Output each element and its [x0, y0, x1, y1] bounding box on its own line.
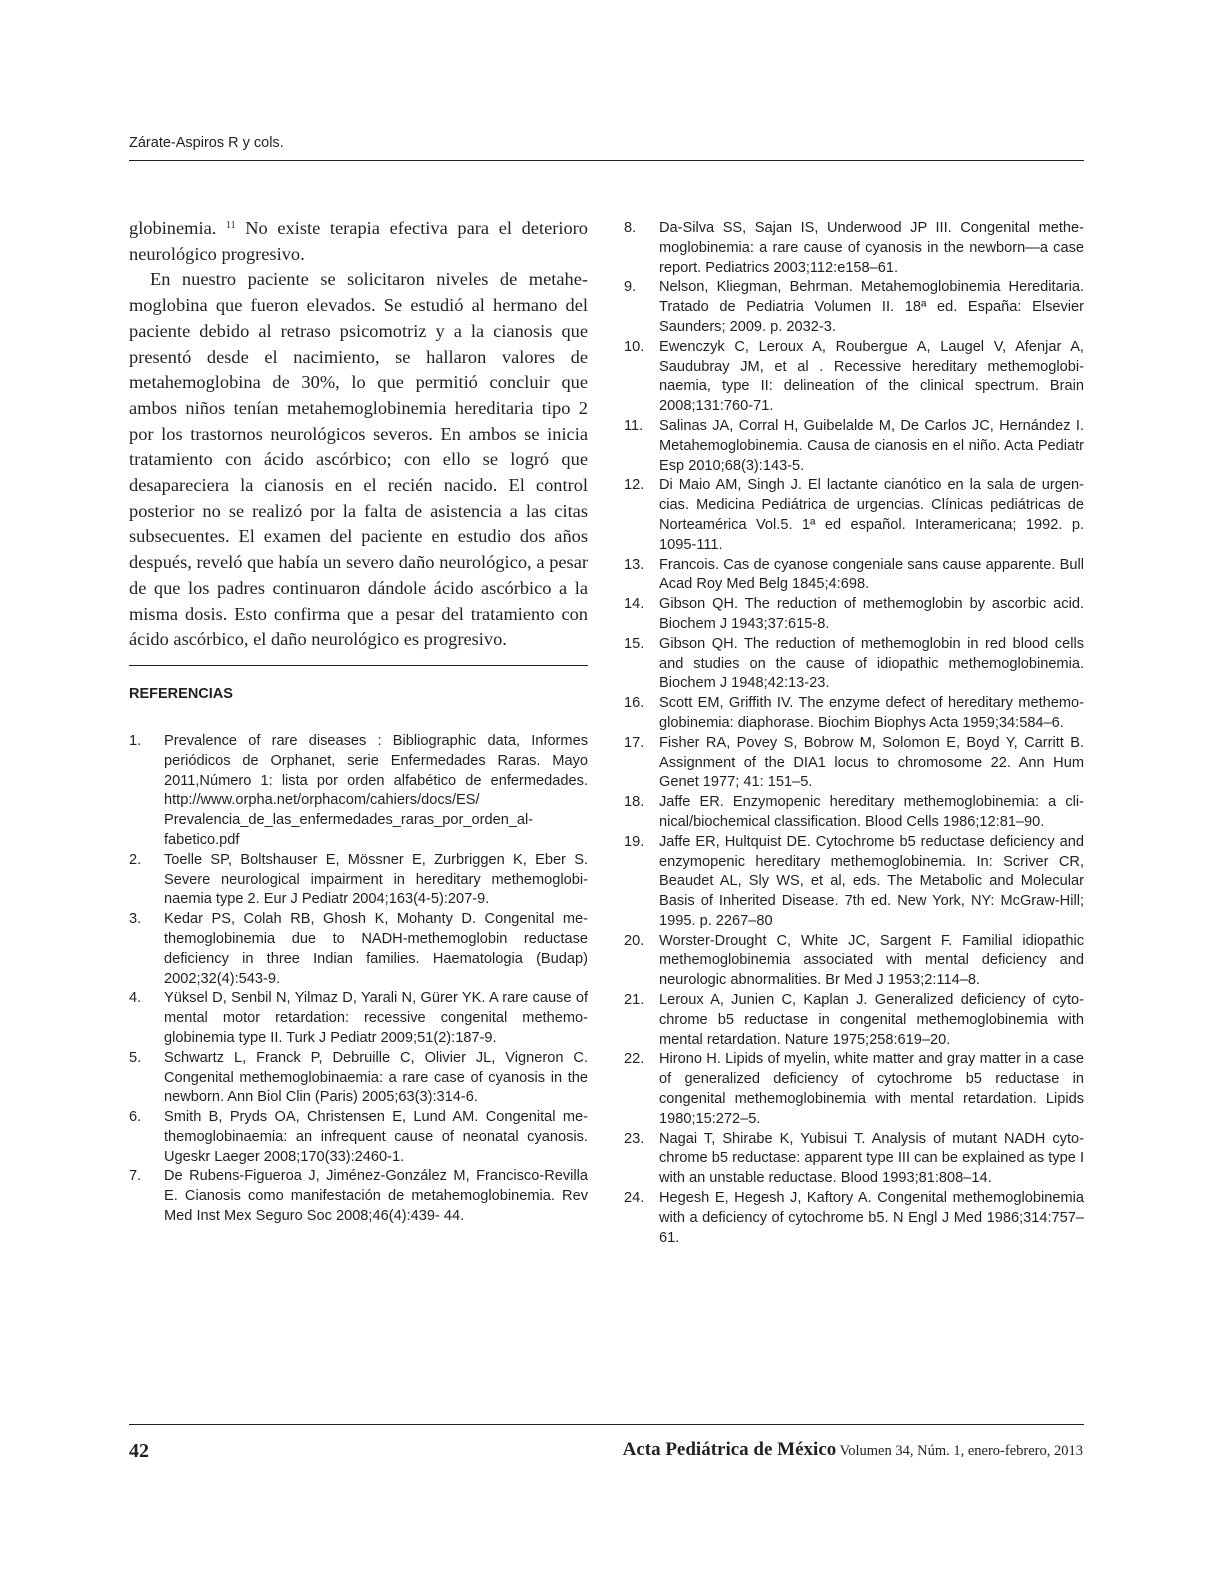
- body-text: [129, 216, 588, 653]
- reference-number: 7.: [129, 1168, 142, 1185]
- reference-text: Schwartz L, Franck P, Debruille C, Olivier JL, Vigneron C. Congenital methemoglobinaemia: a rare case of cyanosis in the newborn. Ann Biol Clin (Paris) 2005;63(3):314-6.: [164, 1049, 588, 1106]
- reference-text: Kedar PS, Colah RB, Ghosh K, Mohanty D. Congenital methemoglobinemia due to NADH-methemoglobin reductase deficiency in three Indian families. Haematologia (Budap) 2002;32(4):543-9.: [164, 911, 588, 987]
- reference-number: 15.: [624, 635, 645, 652]
- reference-text: Jaffe ER. Enzymopenic hereditary methemoglobinemia: a clinical/biochemical classification. Blood Cells 1986;12:81–90.: [659, 794, 1084, 830]
- reference-text: Worster-Drought C, White JC, Sargent F. Familial idiopathic methemoglobinemia associated with mental deficiency and neurologic abnormalities. Br Med J 1953;2:114–8.: [659, 932, 1084, 989]
- reference-item: [624, 278, 1084, 337]
- reference-list-right: [624, 219, 1084, 1248]
- reference-number: 13.: [624, 556, 645, 573]
- reference-number: 21.: [624, 992, 645, 1009]
- reference-text: Jaffe ER, Hultquist DE. Cytochrome b5 reductase deficiency and enzymopenic hereditary methemoglobinemia. In: Scriver CR, Beaudet AL, Sly WS, et al, eds. The Metabolic and Molecular Basis of Inherited Disease. 7th ed. New York, NY: McGraw-Hill; 1995. p. 2267–80: [659, 833, 1084, 929]
- reference-number: 20.: [624, 932, 645, 949]
- citation-superscript: 11: [225, 220, 236, 231]
- reference-text: Hegesh E, Hegesh J, Kaftory A. Congenital methemoglobinemia with a deficiency of cytochrome b5. N Engl J Med 1986;314:757–61.: [659, 1190, 1084, 1246]
- page-number: 42: [129, 1440, 149, 1462]
- reference-number: 18.: [624, 794, 645, 811]
- reference-item: [624, 417, 1084, 476]
- reference-text: Smith B, Pryds OA, Christensen E, Lund AM. Congenital methemoglobinaemia: an infrequent cause of neonatal cyanosis. Ugeskr Laeger 2008;170(33):2460-1.: [164, 1109, 588, 1165]
- reference-list-left: [129, 732, 588, 1227]
- reference-item: [129, 851, 588, 910]
- reference-item: [624, 476, 1084, 555]
- reference-item: [624, 793, 1084, 833]
- reference-text: Da-Silva SS, Sajan IS, Underwood JP III. Congenital methemoglobinemia: a rare cause of cyanosis in the newborn—a case report. Pediatrics 2003;112:e158–61.: [659, 220, 1084, 276]
- reference-item: [624, 595, 1084, 635]
- paragraph-1-start: globinemia.: [129, 218, 217, 238]
- reference-item: [129, 1049, 588, 1108]
- section-rule: [129, 665, 588, 666]
- reference-number: 5.: [129, 1049, 142, 1066]
- reference-text: Hirono H. Lipids of myelin, white matter and gray matter in a case of generalized deficiency of cytochrome b5 reductase in congenital methemoglobinemia with mental retardation. Lipids 1980;15:272–5.: [659, 1051, 1084, 1127]
- reference-number: 9.: [624, 279, 637, 296]
- reference-item: [129, 732, 588, 851]
- right-column: [624, 219, 1084, 1248]
- reference-number: 3.: [129, 911, 142, 928]
- reference-number: 6.: [129, 1109, 142, 1126]
- reference-item: [624, 1130, 1084, 1189]
- reference-text: Leroux A, Junien C, Kaplan J. Generalized deficiency of cytochrome b5 reductase in congenital methemoglobinemia with mental retardation. Nature 1975;258:619–20.: [659, 992, 1084, 1048]
- reference-text: Fisher RA, Povey S, Bobrow M, Solomon E, Boyd Y, Carritt B. Assignment of the DIA1 locus to chromosome 22. Ann Hum Genet 1977; 41: 151–5.: [659, 734, 1084, 791]
- references-title: REFERENCIAS: [129, 685, 233, 702]
- reference-number: 19.: [624, 833, 645, 850]
- reference-item: [129, 1108, 588, 1167]
- paragraph-2: En nuestro paciente se solicitaron niveles de metahemoglobina que fueron elevados. Se estudió al hermano del paciente debido al retraso psicomotriz y a la cianosis que presentó desde el nacimiento, se hallaron valores de metahemoglobina de 30%, lo que permitió concluir que ambos niños tenían metahemoglobinemia hereditaria tipo 2 por los trastornos neurológicos severos. En ambos se inicia tratamiento con ácido ascórbico; con ello se logró que desapareciera la cianosis en el recién nacido. El control posterior no se realizó por la falta de asistencia a las citas subsecuentes. El examen del paciente en estudio dos años después, reveló que había un severo daño neurológico, a pesar de que los padres continuaron dándole ácido ascórbico a la misma dosis. Esto confirma que a pesar del tratamiento con ácido ascórbico, el daño neurológico es progresivo.: [129, 269, 588, 650]
- reference-item: [624, 991, 1084, 1050]
- reference-item: [624, 219, 1084, 278]
- left-column: [129, 216, 588, 1227]
- reference-item: [624, 932, 1084, 991]
- reference-item: [624, 635, 1084, 694]
- reference-item: [624, 556, 1084, 596]
- reference-number: 24.: [624, 1190, 645, 1207]
- reference-text: Nelson, Kliegman, Behrman. Metahemoglobinemia Hereditaria. Tratado de Pediatria Volumen II. 18ª ed. España: Elsevier Saunders; 2009. p. 2032-3.: [659, 279, 1084, 335]
- reference-number: 17.: [624, 734, 645, 751]
- reference-item: [129, 989, 588, 1048]
- reference-item: [624, 1189, 1084, 1248]
- reference-text: Yüksel D, Senbil N, Yilmaz D, Yarali N, Gürer YK. A rare cause of mental motor retardation: recessive congenital methemoglobinemia type II. Turk J Pediatr 2009;51(2):187-9.: [164, 990, 588, 1046]
- reference-item: [129, 910, 588, 989]
- reference-number: 1.: [129, 732, 142, 749]
- reference-text: Ewenczyk C, Leroux A, Roubergue A, Laugel V, Afenjar A, Saudubray JM, et al . Recessive hereditary methemoglobinaemia, type II: delineation of the clinical spectrum. Brain 2008;131:760-71.: [659, 338, 1084, 415]
- footer-rule: [129, 1424, 1084, 1425]
- reference-text: Francois. Cas de cyanose congeniale sans cause apparente. Bull Acad Roy Med Belg 1845;4:698.: [659, 556, 1084, 593]
- reference-number: 10.: [624, 338, 645, 355]
- reference-item: [624, 1050, 1084, 1129]
- reference-number: 11.: [624, 417, 644, 434]
- reference-number: 2.: [129, 851, 142, 868]
- journal-name: Acta Pediátrica de México: [622, 1439, 837, 1460]
- reference-number: 23.: [624, 1130, 645, 1147]
- reference-item: [624, 338, 1084, 417]
- reference-number: 14.: [624, 596, 645, 613]
- journal-citation: [623, 1439, 1083, 1461]
- reference-text: Prevalence of rare diseases : Bibliographic data, Informes periódicos de Orphanet, serie Enfermedades Raras. Mayo 2011,Número 1: lista por orden alfabético de enfermedades. http://www.orpha.net/orphacom/cahiers/docs/ES/ Prevalencia_de_las_enfermedades_raras_por_orden_alfabetico.pdf: [164, 732, 588, 848]
- running-head: Zárate-Aspiros R y cols.: [129, 135, 284, 151]
- reference-number: 12.: [624, 477, 645, 494]
- reference-number: 8.: [624, 220, 637, 236]
- reference-item: [624, 694, 1084, 734]
- reference-text: Scott EM, Griffith IV. The enzyme defect of hereditary methemoglobinemia: diaphorase. Biochim Biophys Acta 1959;34:584–6.: [659, 695, 1084, 731]
- reference-number: 16.: [624, 695, 645, 712]
- header-rule: [129, 160, 1084, 161]
- journal-issue: Volumen 34, Núm. 1, enero-febrero, 2013: [836, 1443, 1083, 1459]
- reference-text: Gibson QH. The reduction of methemoglobin by ascorbic acid. Biochem J 1943;37:615-8.: [659, 596, 1084, 632]
- reference-text: Gibson QH. The reduction of methemoglobin in red blood cells and studies on the cause of idiopathic methemoglobinemia. Biochem J 1948;42:13-23.: [659, 635, 1084, 692]
- reference-text: Toelle SP, Boltshauser E, Mössner E, Zurbriggen K, Eber S. Severe neurological impairment in hereditary methemoglobinaemia type 2. Eur J Pediatr 2004;163(4-5):207-9.: [164, 851, 588, 908]
- paragraph-1: [129, 216, 588, 267]
- reference-text: De Rubens-Figueroa J, Jiménez-González M, Francisco-Revilla E. Cianosis como manifestación de metahemoglobinemia. Rev Med Inst Mex Seguro Soc 2008;46(4):439- 44.: [164, 1168, 588, 1225]
- reference-text: Di Maio AM, Singh J. El lactante cianótico en la sala de urgencias. Medicina Pediátrica de urgencias. Clínicas pediátricas de Norteamérica Vol.5. 1ª ed español. Interamericana; 1992. p. 1095-111.: [659, 477, 1084, 553]
- reference-number: 4.: [129, 990, 142, 1007]
- reference-item: [624, 833, 1084, 932]
- paragraph-1-rest: No existe terapia efectiva para el deterioro neurológico progresivo.: [129, 218, 588, 264]
- reference-item: [129, 1167, 588, 1226]
- reference-number: 22.: [624, 1051, 645, 1068]
- reference-text: Nagai T, Shirabe K, Yubisui T. Analysis of mutant NADH cytochrome b5 reductase: apparent type III can be explained as type I with an unstable reductase. Blood 1993;81:808–14.: [659, 1130, 1084, 1187]
- reference-text: Salinas JA, Corral H, Guibelalde M, De Carlos JC, Hernández I. Metahemoglobinemia. Causa de cianosis en el niño. Acta Pediatr Esp 2010;68(3):143-5.: [659, 417, 1084, 474]
- reference-item: [624, 734, 1084, 793]
